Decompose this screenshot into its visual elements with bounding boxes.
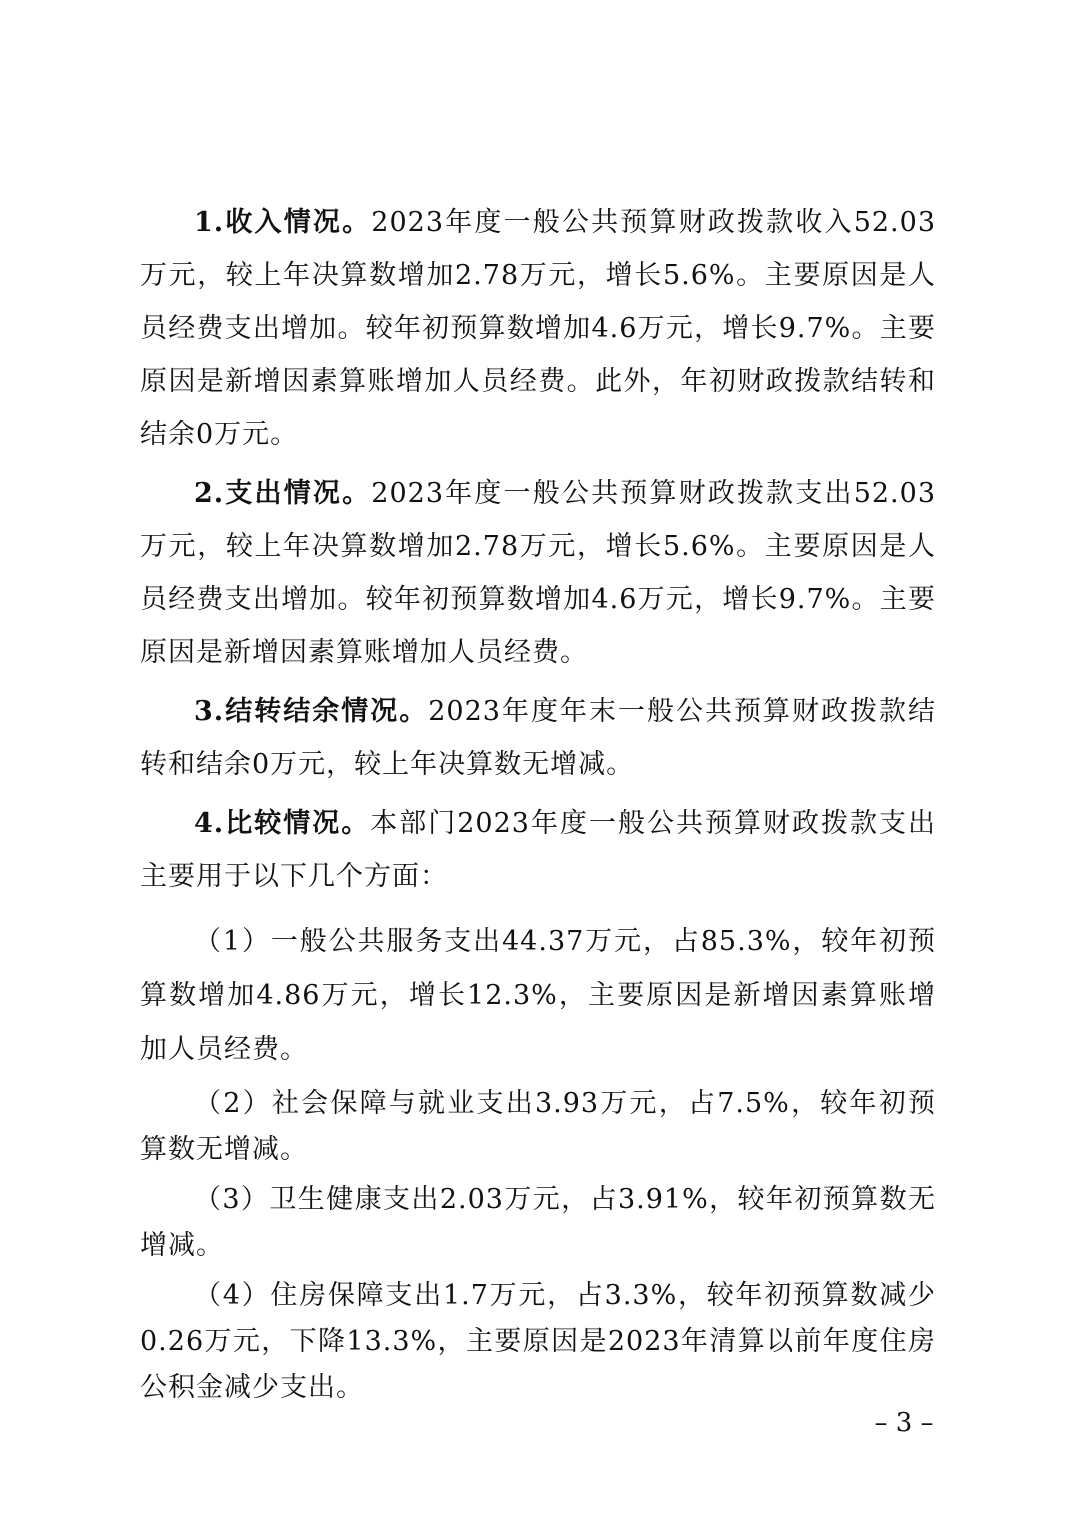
text-expenditure: 2023年度一般公共预算财政拨款支出52.03万元，较上年决算数增加2.78万元，增长5.6%。主要原因是人员经费支出增加。较年初预算数增加4.6万元，增长9.7%。主要原因是新增因素算账增加人员经费。 bbox=[140, 478, 937, 668]
heading-comparison: 4.比较情况。 bbox=[194, 808, 371, 839]
list-item-social-security: （2）社会保障与就业支出3.93万元，占7.5%，较年初预算数无增减。 bbox=[140, 1088, 936, 1165]
paragraph-expenditure bbox=[140, 467, 936, 679]
page-number: – 3 – bbox=[874, 1408, 934, 1438]
paragraph-comparison bbox=[140, 797, 936, 903]
document-body bbox=[140, 196, 936, 1411]
list-item-housing: （4）住房保障支出1.7万元，占3.3%，较年初预算数减少0.26万元，下降13.3%，主要原因是2023年清算以前年度住房公积金减少支出。 bbox=[140, 1280, 936, 1403]
heading-carryover: 3.结转结余情况。 bbox=[194, 696, 429, 727]
text-comparison: 本部门2023年度一般公共预算财政拨款支出主要用于以下几个方面： bbox=[140, 808, 937, 892]
list-item-health: （3）卫生健康支出2.03万元，占3.91%，较年初预算数无增减。 bbox=[140, 1184, 936, 1261]
text-income: 2023年度一般公共预算财政拨款收入52.03万元，较上年决算数增加2.78万元，增长5.6%。主要原因是人员经费支出增加。较年初预算数增加4.6万元，增长9.7%。主要原因是新增因素算账增加人员经费。此外，年初财政拨款结转和结余0万元。 bbox=[140, 207, 937, 450]
paragraph-income bbox=[140, 196, 936, 461]
heading-expenditure: 2.支出情况。 bbox=[194, 478, 372, 509]
heading-income: 1.收入情况。 bbox=[194, 207, 372, 238]
text-carryover: 2023年度年末一般公共预算财政拨款结转和结余0万元，较上年决算数无增减。 bbox=[140, 696, 937, 780]
list-item-general-services: （1）一般公共服务支出44.37万元，占85.3%，较年初预算数增加4.86万元，增长12.3%，主要原因是新增因素算账增加人员经费。 bbox=[140, 926, 936, 1065]
paragraph-carryover bbox=[140, 685, 936, 791]
